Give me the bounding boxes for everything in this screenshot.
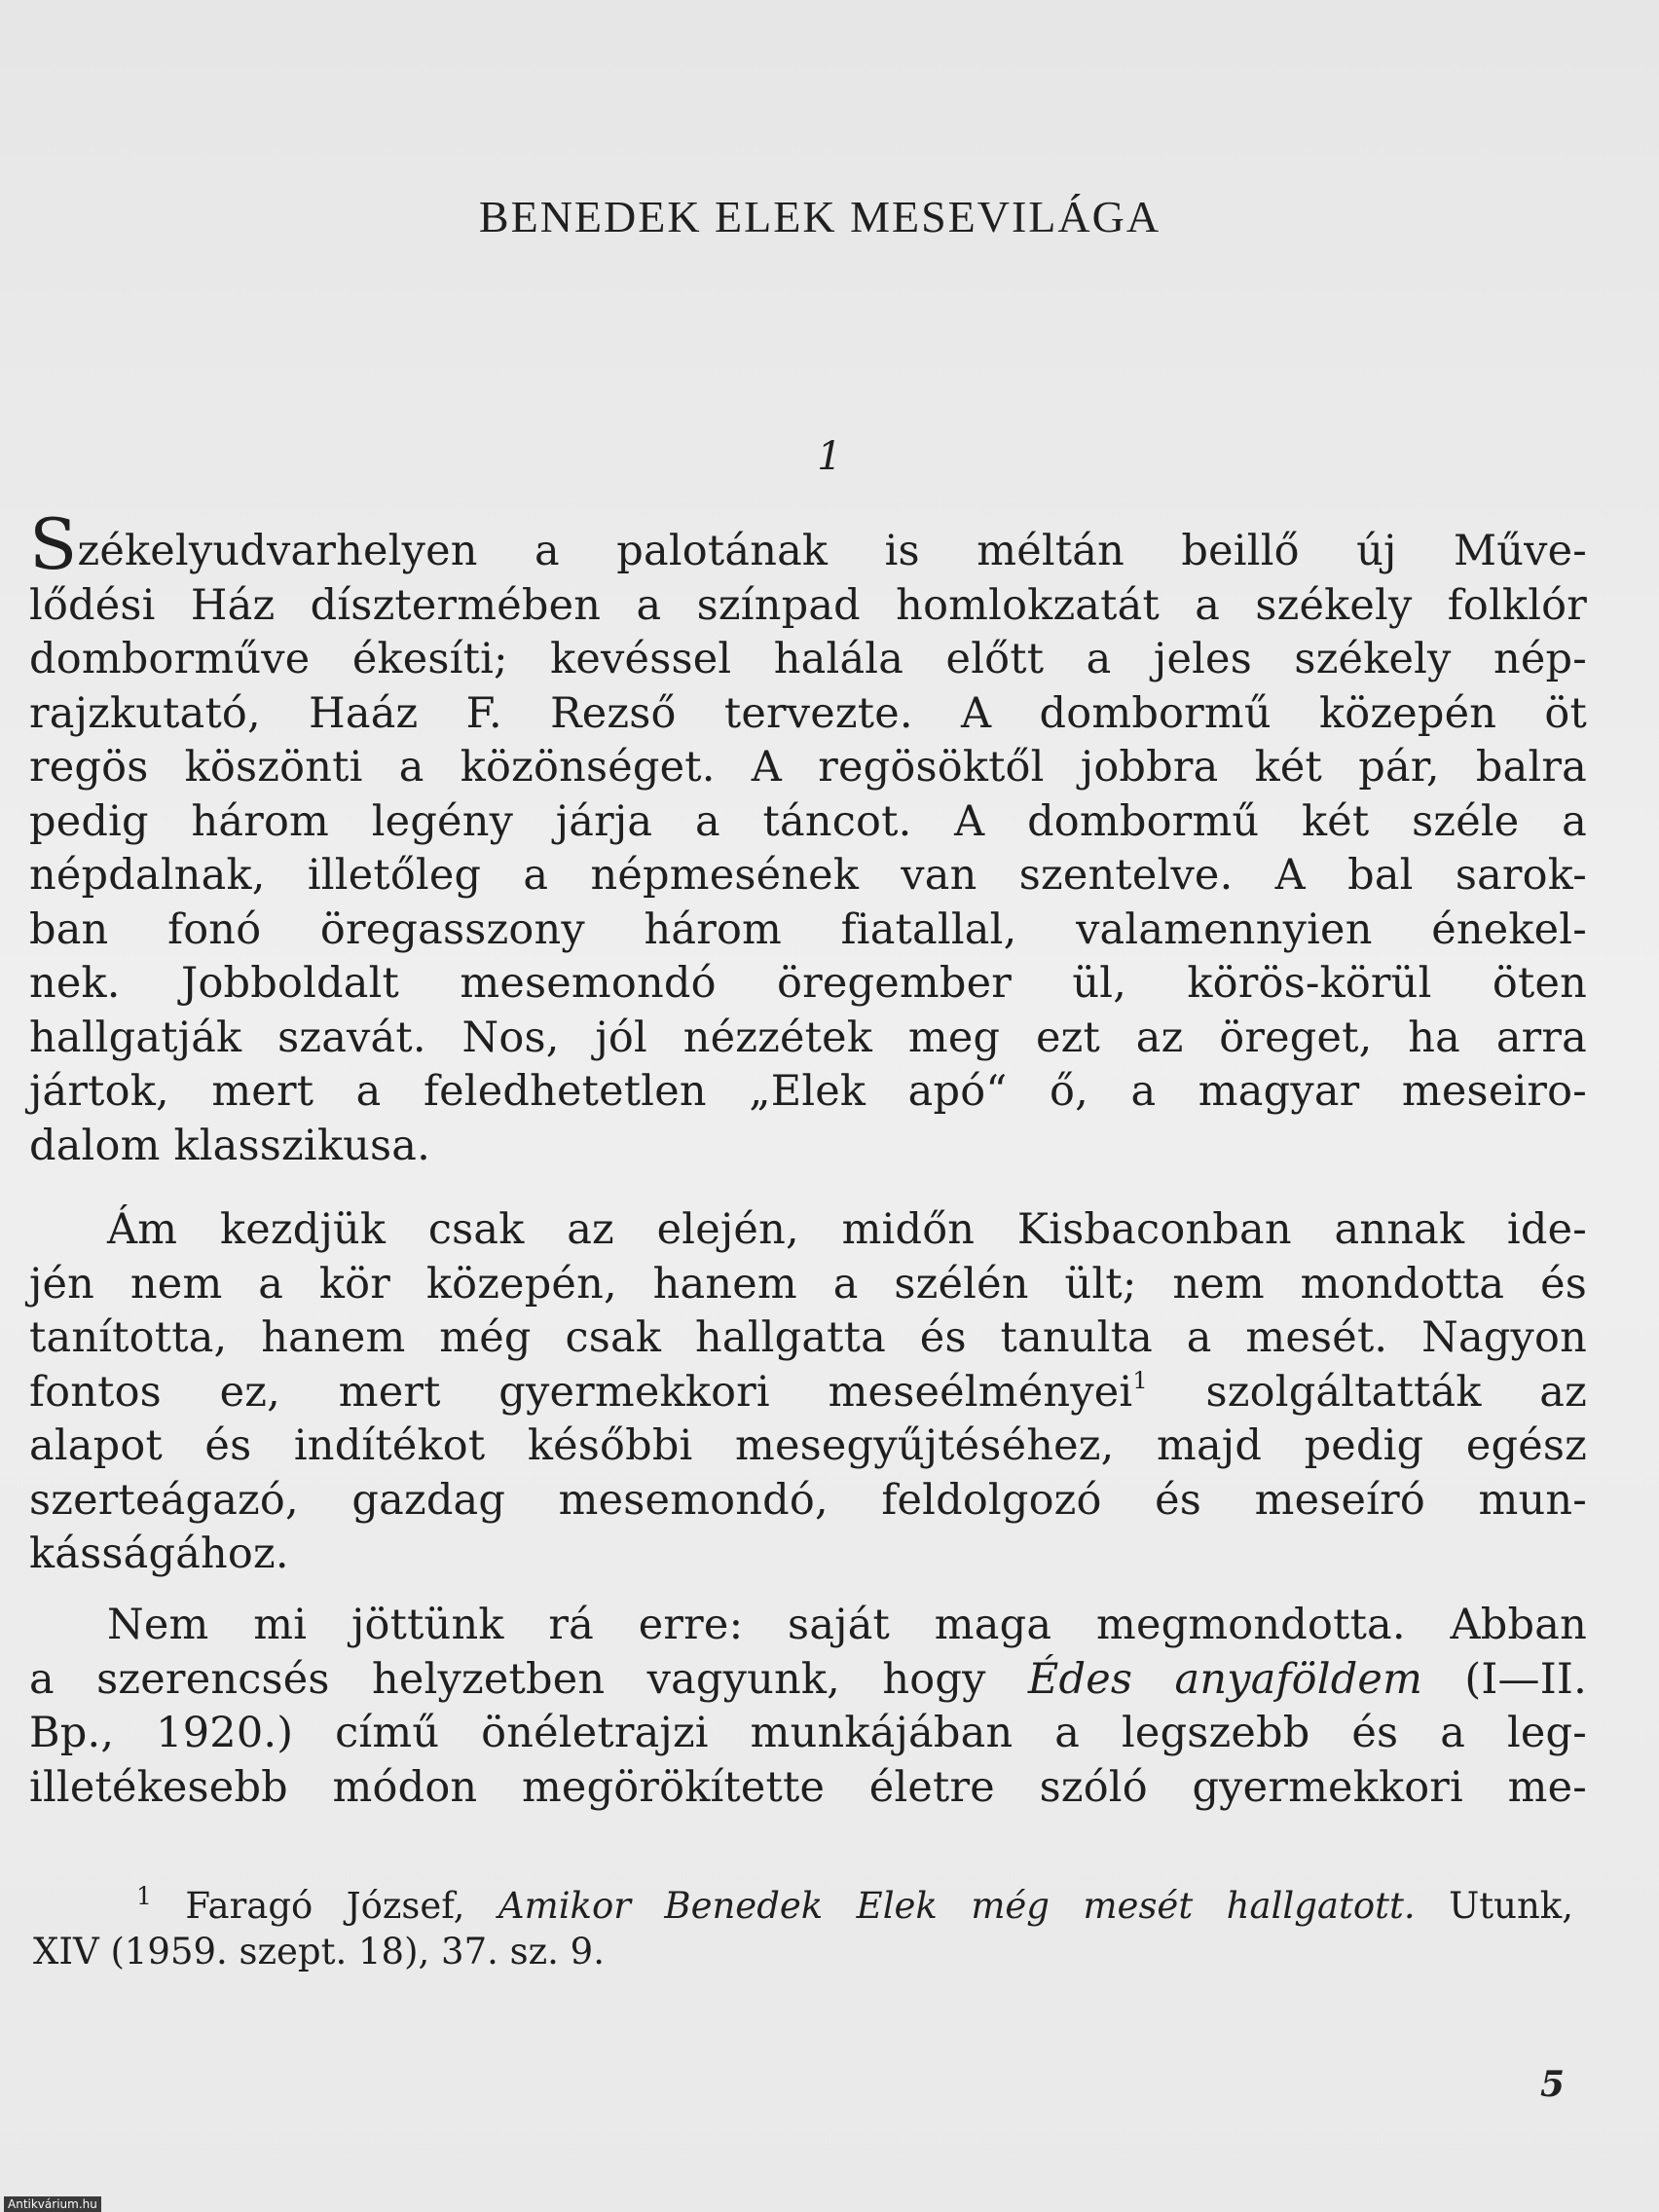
text-line: Bp., 1920.) című önéletrajzi munkájában a legszebb és a leg- bbox=[29, 1709, 1587, 1757]
footnote-line-1: $^1$ Faragó József, Amikor Benedek Elek még mesét hallgatott. Utunk, bbox=[136, 1882, 1573, 1927]
text-line: nek. Jobboldalt mesemondó öregember ül, körös-körül öten bbox=[29, 959, 1587, 1008]
text-line: pedig három legény járja a táncot. A dombormű két széle a bbox=[29, 796, 1587, 846]
text-line: lődési Ház dísztermében a színpad homlokzatát a székely folklór bbox=[29, 580, 1587, 630]
section-number: 1 bbox=[817, 434, 842, 479]
footnote-reference[interactable]: 1 bbox=[1132, 1366, 1148, 1394]
paragraph-1-line-1: Székelyudvarhelyen a palotának is méltán beillő új Műve- bbox=[29, 503, 1587, 585]
text-line: domborműve ékesíti; kevéssel halála előtt a jeles székely nép- bbox=[29, 635, 1587, 683]
text-line: tanította, hanem még csak hallgatta és tanulta a mesét. Nagyon bbox=[29, 1313, 1587, 1362]
chapter-title: BENEDEK ELEK MESEVILÁGA bbox=[478, 192, 1161, 241]
text-line: regös köszönti a közönséget. A regösöktől jobbra két pár, balra bbox=[29, 743, 1587, 792]
text-line-with-title: a szerencsés helyzetben vagyunk, hogy Édes anyaföldem (I—II. bbox=[29, 1654, 1587, 1704]
watermark: Antikvárium.hu bbox=[4, 2196, 101, 2212]
text-line: ban fonó öregasszony három fiatallal, valamennyien énekel- bbox=[29, 904, 1587, 954]
text-line: illetékesebb módon megörökítette életre szóló gyermekkori me- bbox=[29, 1762, 1587, 1812]
footnote-line-2: XIV (1959. szept. 18), 37. sz. 9. bbox=[33, 1931, 605, 1972]
drop-cap: S bbox=[29, 503, 78, 585]
text-line-with-footnote: fontos ez, mert gyermekkori meseélményei$^1$ szolgáltatták az bbox=[29, 1366, 1587, 1417]
paragraph-1 bbox=[29, 503, 1587, 1173]
text-line: Ám kezdjük csak az elején, midőn Kisbaconban annak ide- bbox=[107, 1205, 1587, 1254]
text-line: népdalnak, illetőleg a népmesének van szentelve. A bal sarok- bbox=[29, 851, 1587, 900]
text-line: jén nem a kör közepén, hanem a szélén ült; nem mondotta és bbox=[29, 1259, 1587, 1309]
paragraph-2 bbox=[29, 1203, 1587, 1582]
paragraph-3 bbox=[29, 1599, 1587, 1815]
footnote bbox=[33, 1883, 1573, 1974]
text-line: jártok, mert a feledhetetlen „Elek apó“ ő, a magyar meseiro- bbox=[29, 1067, 1587, 1116]
text-line: szerteágazó, gazdag mesemondó, feldolgozó és meseíró mun- bbox=[29, 1475, 1587, 1525]
text-line: Nem mi jöttünk rá erre: saját maga megmondotta. Abban bbox=[107, 1601, 1587, 1649]
footnote-title-italic: Amikor Benedek Elek még mesét hallgatott. bbox=[498, 1885, 1416, 1927]
text-line: dalom klasszikusa. bbox=[29, 1121, 430, 1170]
text-line: rajzkutató, Haáz F. Rezső tervezte. A dombormű közepén öt bbox=[29, 688, 1587, 738]
text-line: kásságához. bbox=[29, 1530, 289, 1578]
footnote-mark: 1 bbox=[136, 1882, 152, 1910]
book-title-italic: Édes anyaföldem bbox=[1027, 1654, 1423, 1704]
text-line: alapot és indítékot későbbi mesegyűjtéséhez, majd pedig egész bbox=[29, 1421, 1587, 1470]
page-number: 5 bbox=[1540, 2064, 1566, 2105]
text-line: hallgatják szavát. Nos, jól nézzétek meg ezt az öreget, ha arra bbox=[29, 1013, 1587, 1062]
